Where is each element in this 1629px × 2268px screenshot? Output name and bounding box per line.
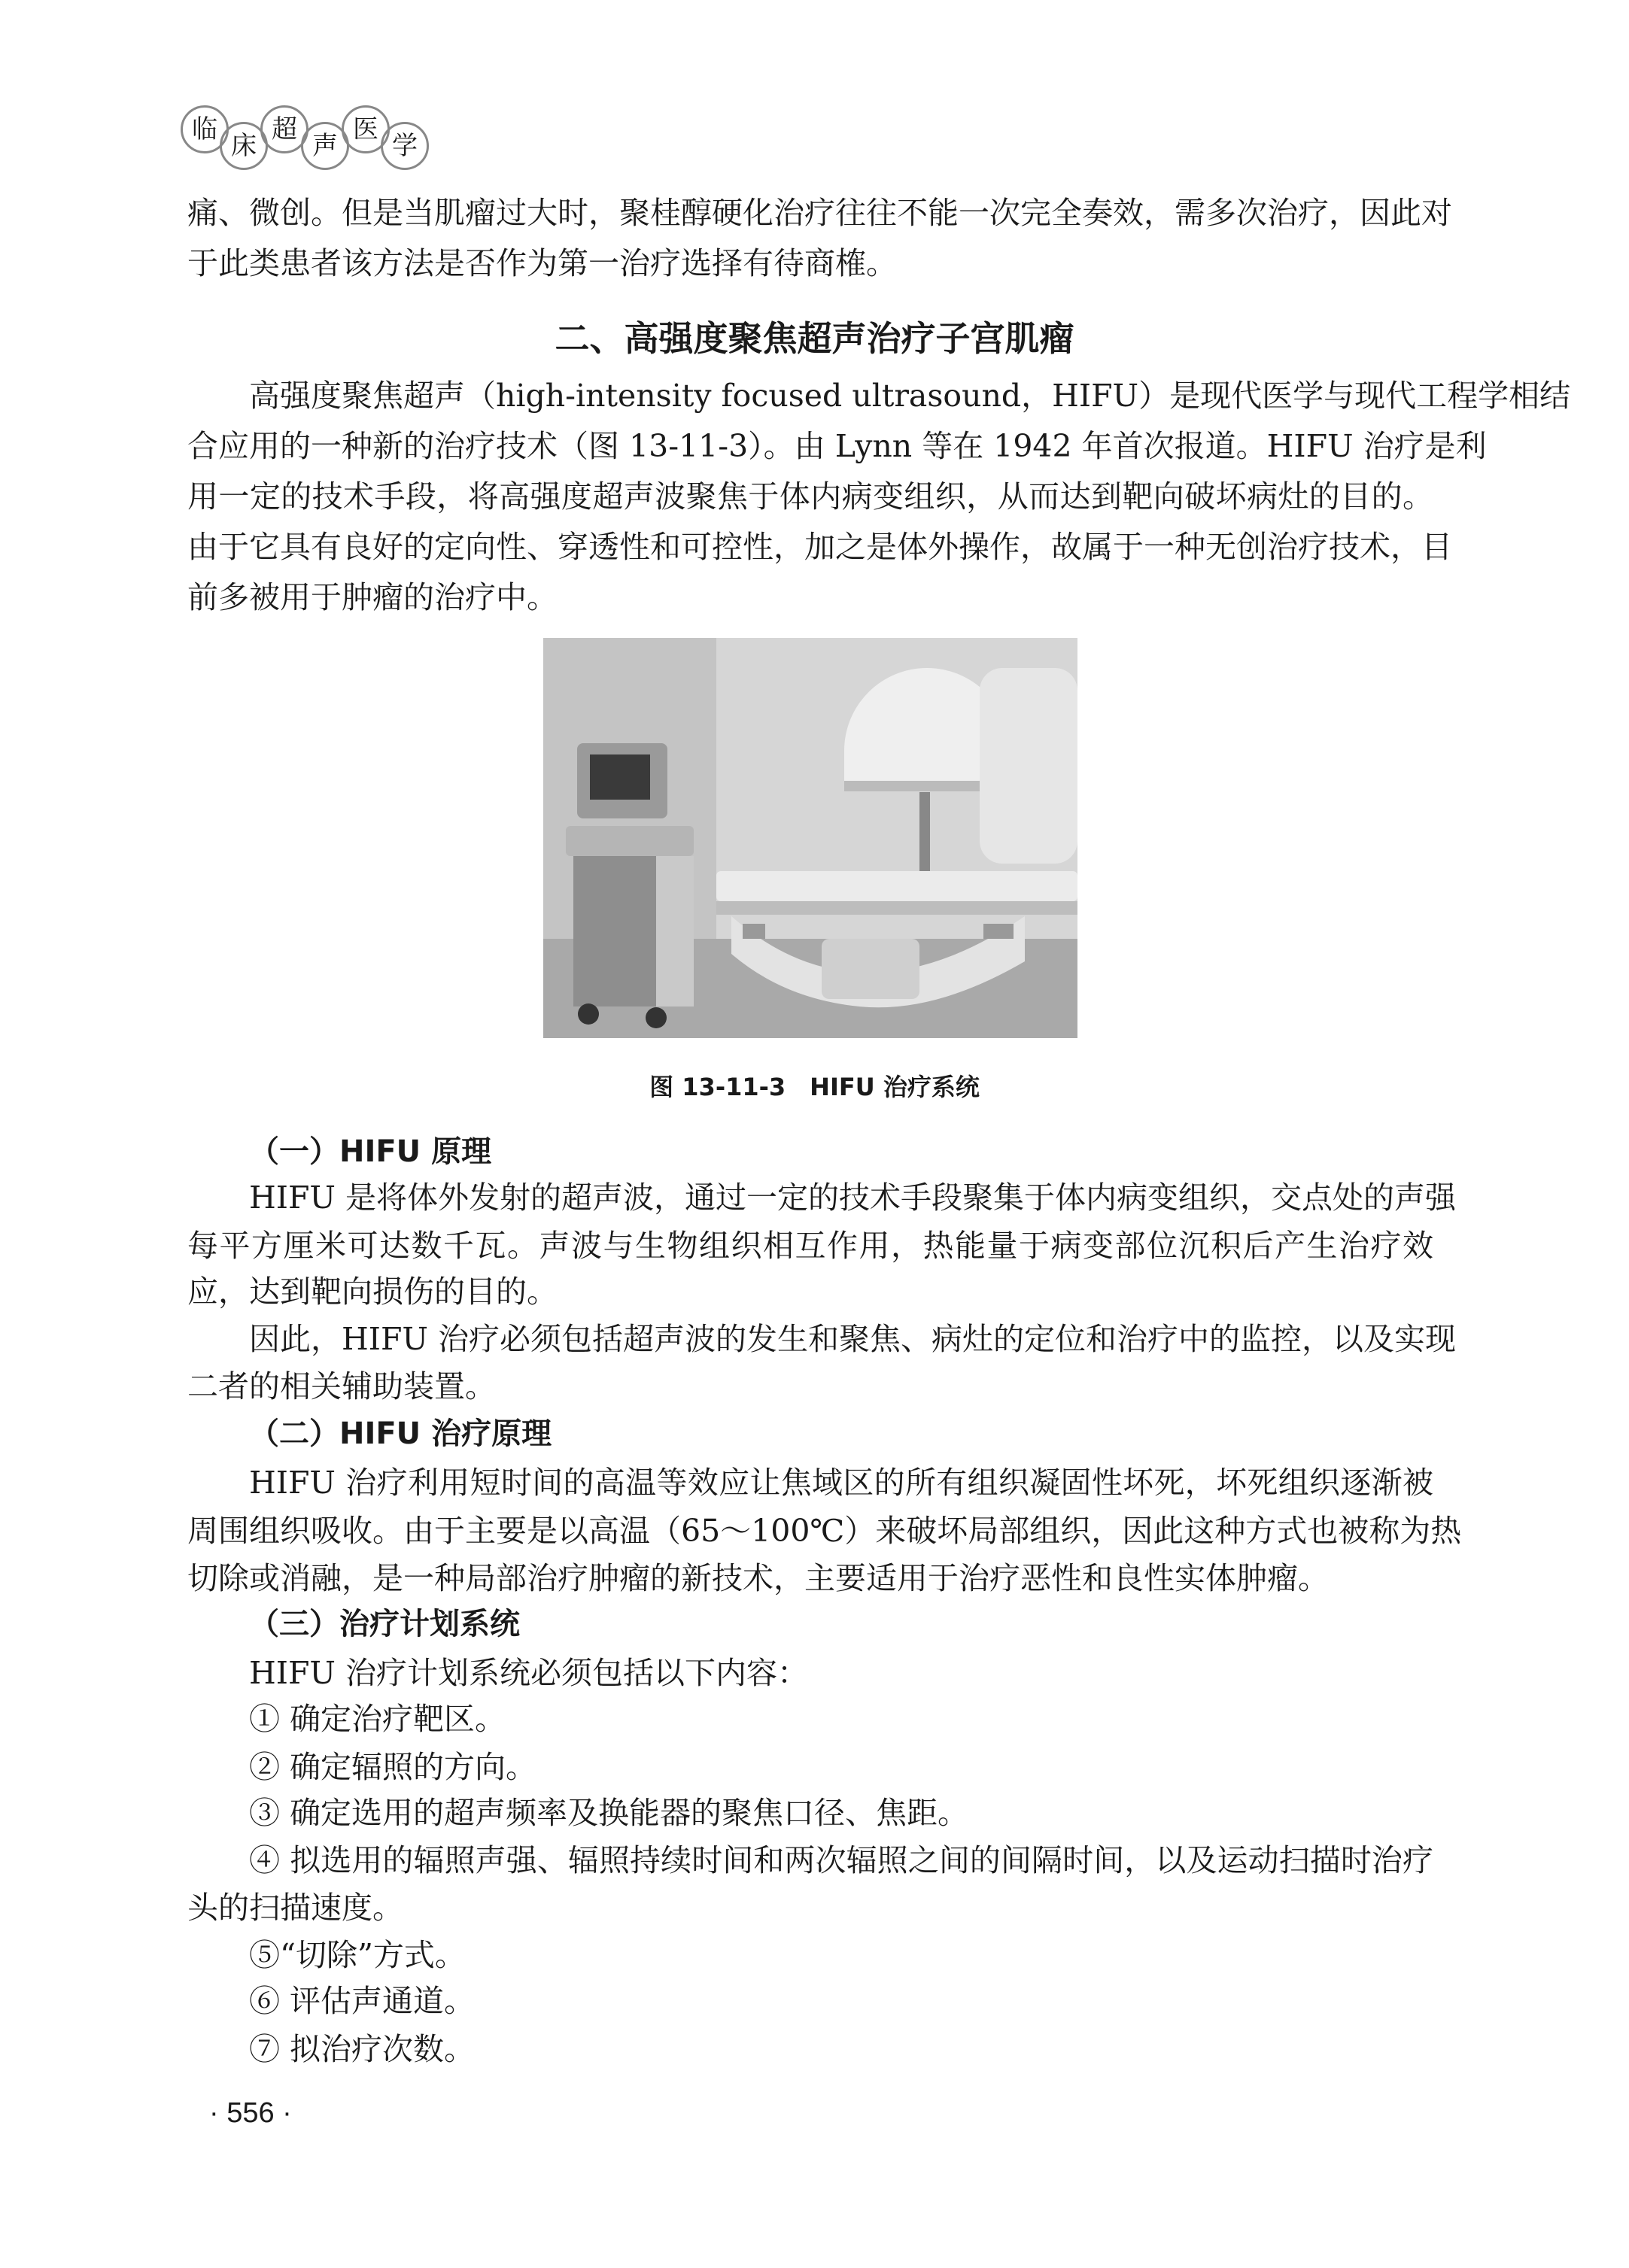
list-item: ② 确定辐照的方向。 bbox=[249, 1749, 537, 1785]
body-line: 由于它具有良好的定向性、穿透性和可控性，加之是体外操作，故属于一种无创治疗技术，目 bbox=[187, 529, 1452, 565]
page-number: · 556 · bbox=[209, 2097, 292, 2129]
header-char: 超 bbox=[260, 105, 308, 153]
body-line: 切除或消融，是一种局部治疗肿瘤的新技术，主要适用于治疗恶性和良性实体肿瘤。 bbox=[187, 1560, 1329, 1596]
hifu-system-photo bbox=[543, 638, 1077, 1038]
header-char: 床 bbox=[220, 122, 268, 170]
list-item: ③ 确定选用的超声频率及换能器的聚焦口径、焦距。 bbox=[249, 1795, 969, 1831]
header-char: 临 bbox=[181, 105, 229, 153]
body-line: 于此类患者该方法是否作为第一治疗选择有待商榷。 bbox=[187, 245, 897, 281]
body-line: 前多被用于肿瘤的治疗中。 bbox=[187, 579, 558, 615]
body-line: 合应用的一种新的治疗技术（图 13-11-3）。由 Lynn 等在 1942 年首次报道。HIFU 治疗是利 bbox=[187, 428, 1487, 464]
body-line: 每平方厘米可达数千瓦。声波与生物组织相互作用，热能量于病变部位沉积后产生治疗效 bbox=[187, 1228, 1433, 1264]
list-item: ⑤“切除”方式。 bbox=[249, 1937, 466, 1973]
list-item: ⑥ 评估声通道。 bbox=[249, 1983, 476, 2019]
body-line: 痛、微创。但是当肌瘤过大时，聚桂醇硬化治疗往往不能一次完全奏效，需多次治疗，因此对 bbox=[187, 195, 1452, 231]
section-heading: 二、高强度聚焦超声治疗子宫肌瘤 bbox=[555, 318, 1074, 359]
list-item: ⑦ 拟治疗次数。 bbox=[249, 2031, 476, 2067]
body-line: 应，达到靶向损伤的目的。 bbox=[187, 1274, 558, 1310]
header-char: 学 bbox=[381, 122, 429, 170]
list-item: ④ 拟选用的辐照声强、辐照持续时间和两次辐照之间的间隔时间，以及运动扫描时治疗 bbox=[249, 1842, 1433, 1878]
figure-caption: 图 13-11-3 HIFU 治疗系统 bbox=[649, 1073, 980, 1101]
header-char: 医 bbox=[342, 105, 390, 153]
subsection-heading: （一）HIFU 原理 bbox=[249, 1134, 492, 1169]
body-line: 高强度聚焦超声（high-intensity focused ultrasound，HIFU）是现代医学与现代工程学相结 bbox=[249, 378, 1571, 414]
list-item: ① 确定治疗靶区。 bbox=[249, 1701, 506, 1737]
running-header bbox=[181, 105, 436, 181]
body-line: HIFU 治疗计划系统必须包括以下内容： bbox=[249, 1655, 808, 1691]
subsection-heading: （三）治疗计划系统 bbox=[249, 1607, 520, 1641]
body-line: HIFU 是将体外发射的超声波，通过一定的技术手段聚集于体内病变组织，交点处的声强 bbox=[249, 1180, 1456, 1216]
body-line: HIFU 治疗利用短时间的高温等效应让焦域区的所有组织凝固性坏死，坏死组织逐渐被 bbox=[249, 1465, 1433, 1501]
body-line: 用一定的技术手段，将高强度超声波聚焦于体内病变组织，从而达到靶向破坏病灶的目的。 bbox=[187, 478, 1433, 515]
header-char: 声 bbox=[301, 122, 349, 170]
body-line: 因此，HIFU 治疗必须包括超声波的发生和聚焦、病灶的定位和治疗中的监控，以及实现 bbox=[249, 1321, 1456, 1357]
subsection-heading: （二）HIFU 治疗原理 bbox=[249, 1416, 552, 1451]
body-line: 二者的相关辅助装置。 bbox=[187, 1368, 496, 1404]
body-line: 周围组织吸收。由于主要是以高温（65～100℃）来破坏局部组织，因此这种方式也被称为热 bbox=[187, 1513, 1462, 1549]
list-item-continuation: 头的扫描速度。 bbox=[187, 1890, 403, 1926]
